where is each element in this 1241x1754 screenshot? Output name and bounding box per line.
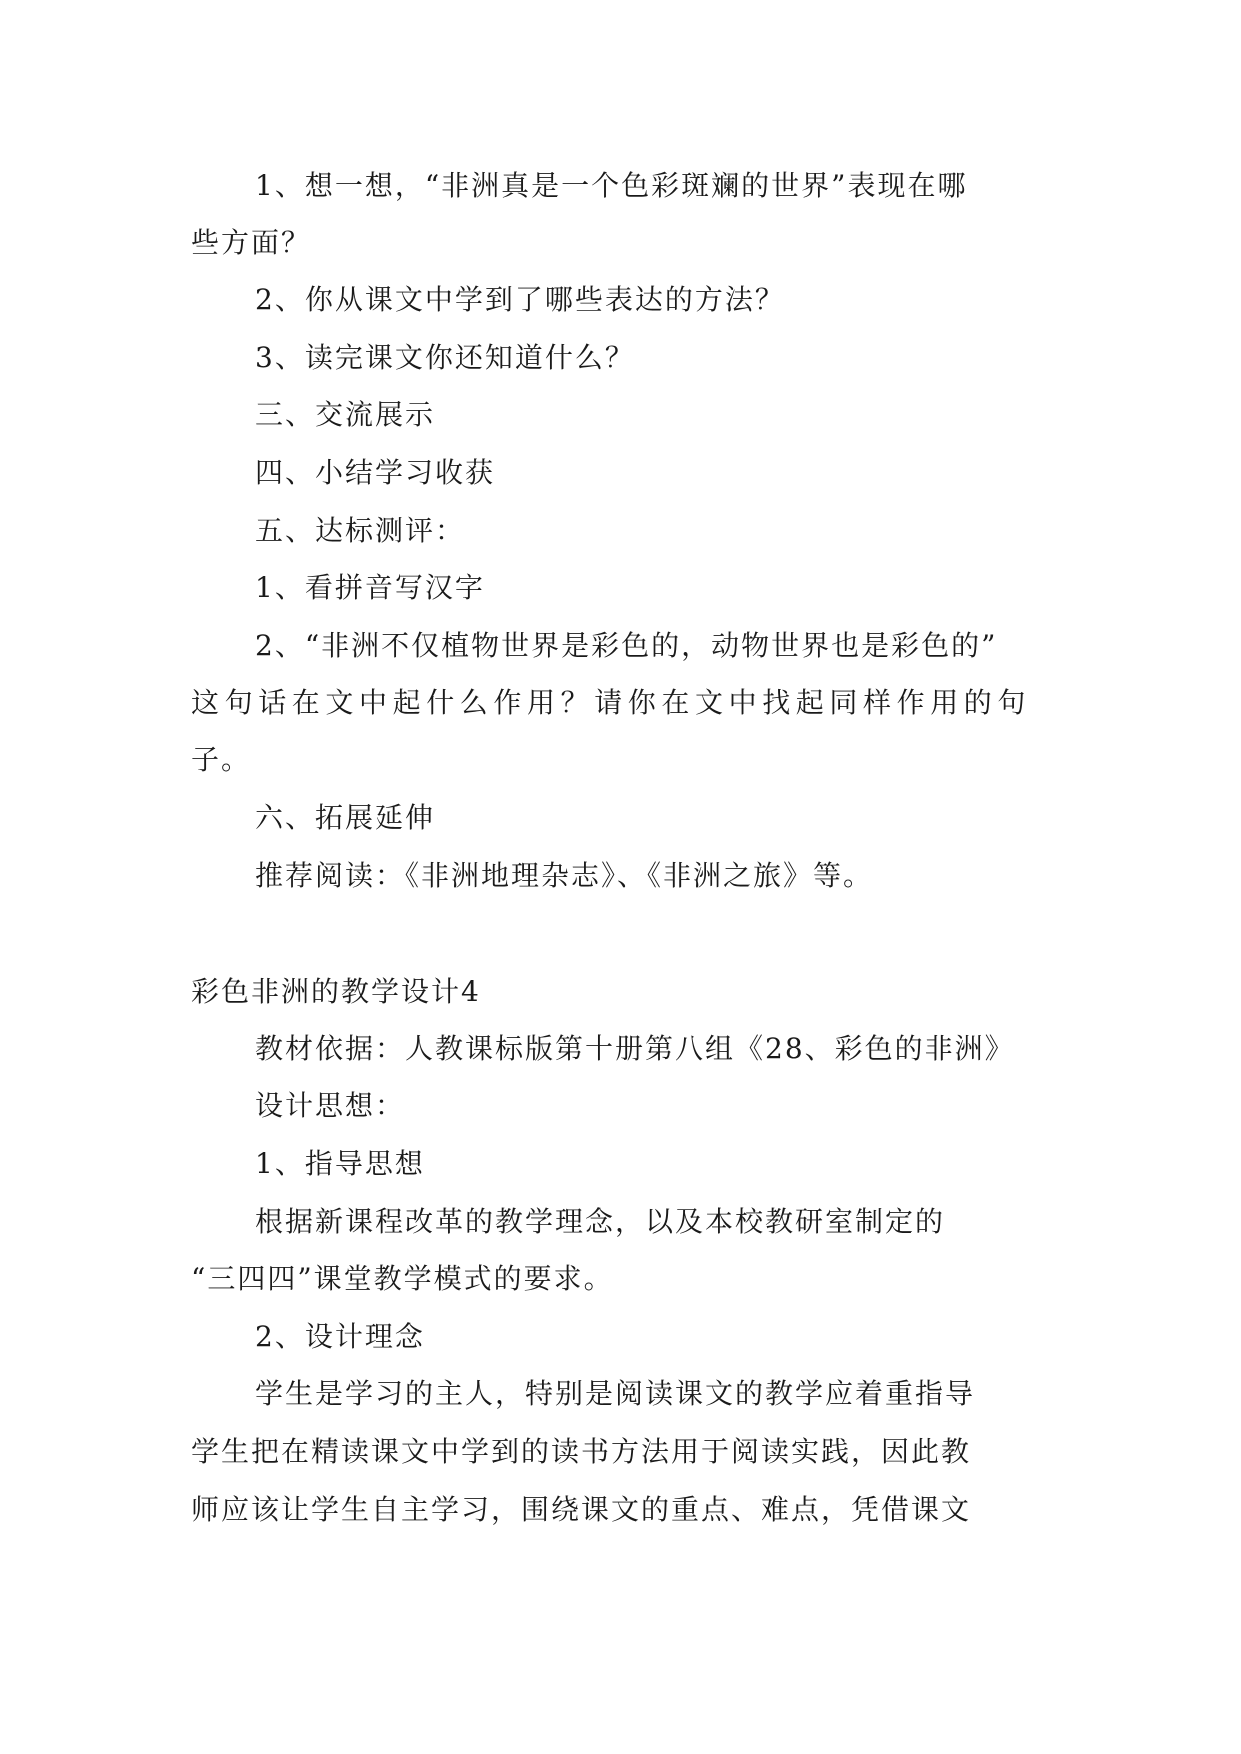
section-heading-5: 五、达标测评： (255, 514, 466, 547)
guiding-thought-heading: 1、指导思想 (255, 1147, 425, 1180)
test-item-2-line-1: 2、“非洲不仅植物世界是彩色的，动物世界也是彩色的” (255, 629, 998, 662)
recommended-reading: 推荐阅读：《非洲地理杂志》、《非洲之旅》等。 (255, 859, 874, 892)
design-concept-line-1: 学生是学习的主人，特别是阅读课文的教学应着重指导 (255, 1377, 976, 1410)
guiding-thought-line-2: “三四四”课堂教学模式的要求。 (191, 1262, 614, 1295)
test-item-2-line-3: 子。 (191, 743, 252, 776)
design-concept-line-3: 师应该让学生自主学习，围绕课文的重点、难点，凭借课文 (191, 1493, 972, 1526)
question-3: 3、读完课文你还知道什么？ (255, 341, 635, 374)
doc-title: 彩色非洲的教学设计4 (191, 975, 481, 1008)
section-heading-3: 三、交流展示 (255, 398, 436, 431)
textbook-basis: 教材依据：人教课标版第十册第八组《28、彩色的非洲》 (255, 1032, 1015, 1065)
section-heading-6: 六、拓展延伸 (255, 801, 436, 834)
test-item-2-line-2: 这句话在文中起什么作用？请你在文中找起同样作用的句 (191, 686, 1032, 719)
design-concept-line-2: 学生把在精读课文中学到的读书方法用于阅读实践，因此教 (191, 1435, 972, 1468)
guiding-thought-line-1: 根据新课程改革的教学理念，以及本校教研室制定的 (255, 1205, 946, 1238)
question-2: 2、你从课文中学到了哪些表达的方法？ (255, 283, 785, 316)
section-heading-4: 四、小结学习收获 (255, 456, 496, 489)
question-1-line-1: 1、想一想，“非洲真是一个色彩斑斓的世界”表现在哪 (255, 169, 968, 202)
test-item-1: 1、看拼音写汉字 (255, 571, 485, 604)
design-concept-heading: 2、设计理念 (255, 1320, 425, 1353)
design-thought-heading: 设计思想： (255, 1089, 406, 1122)
question-1-line-2: 些方面？ (191, 226, 312, 259)
